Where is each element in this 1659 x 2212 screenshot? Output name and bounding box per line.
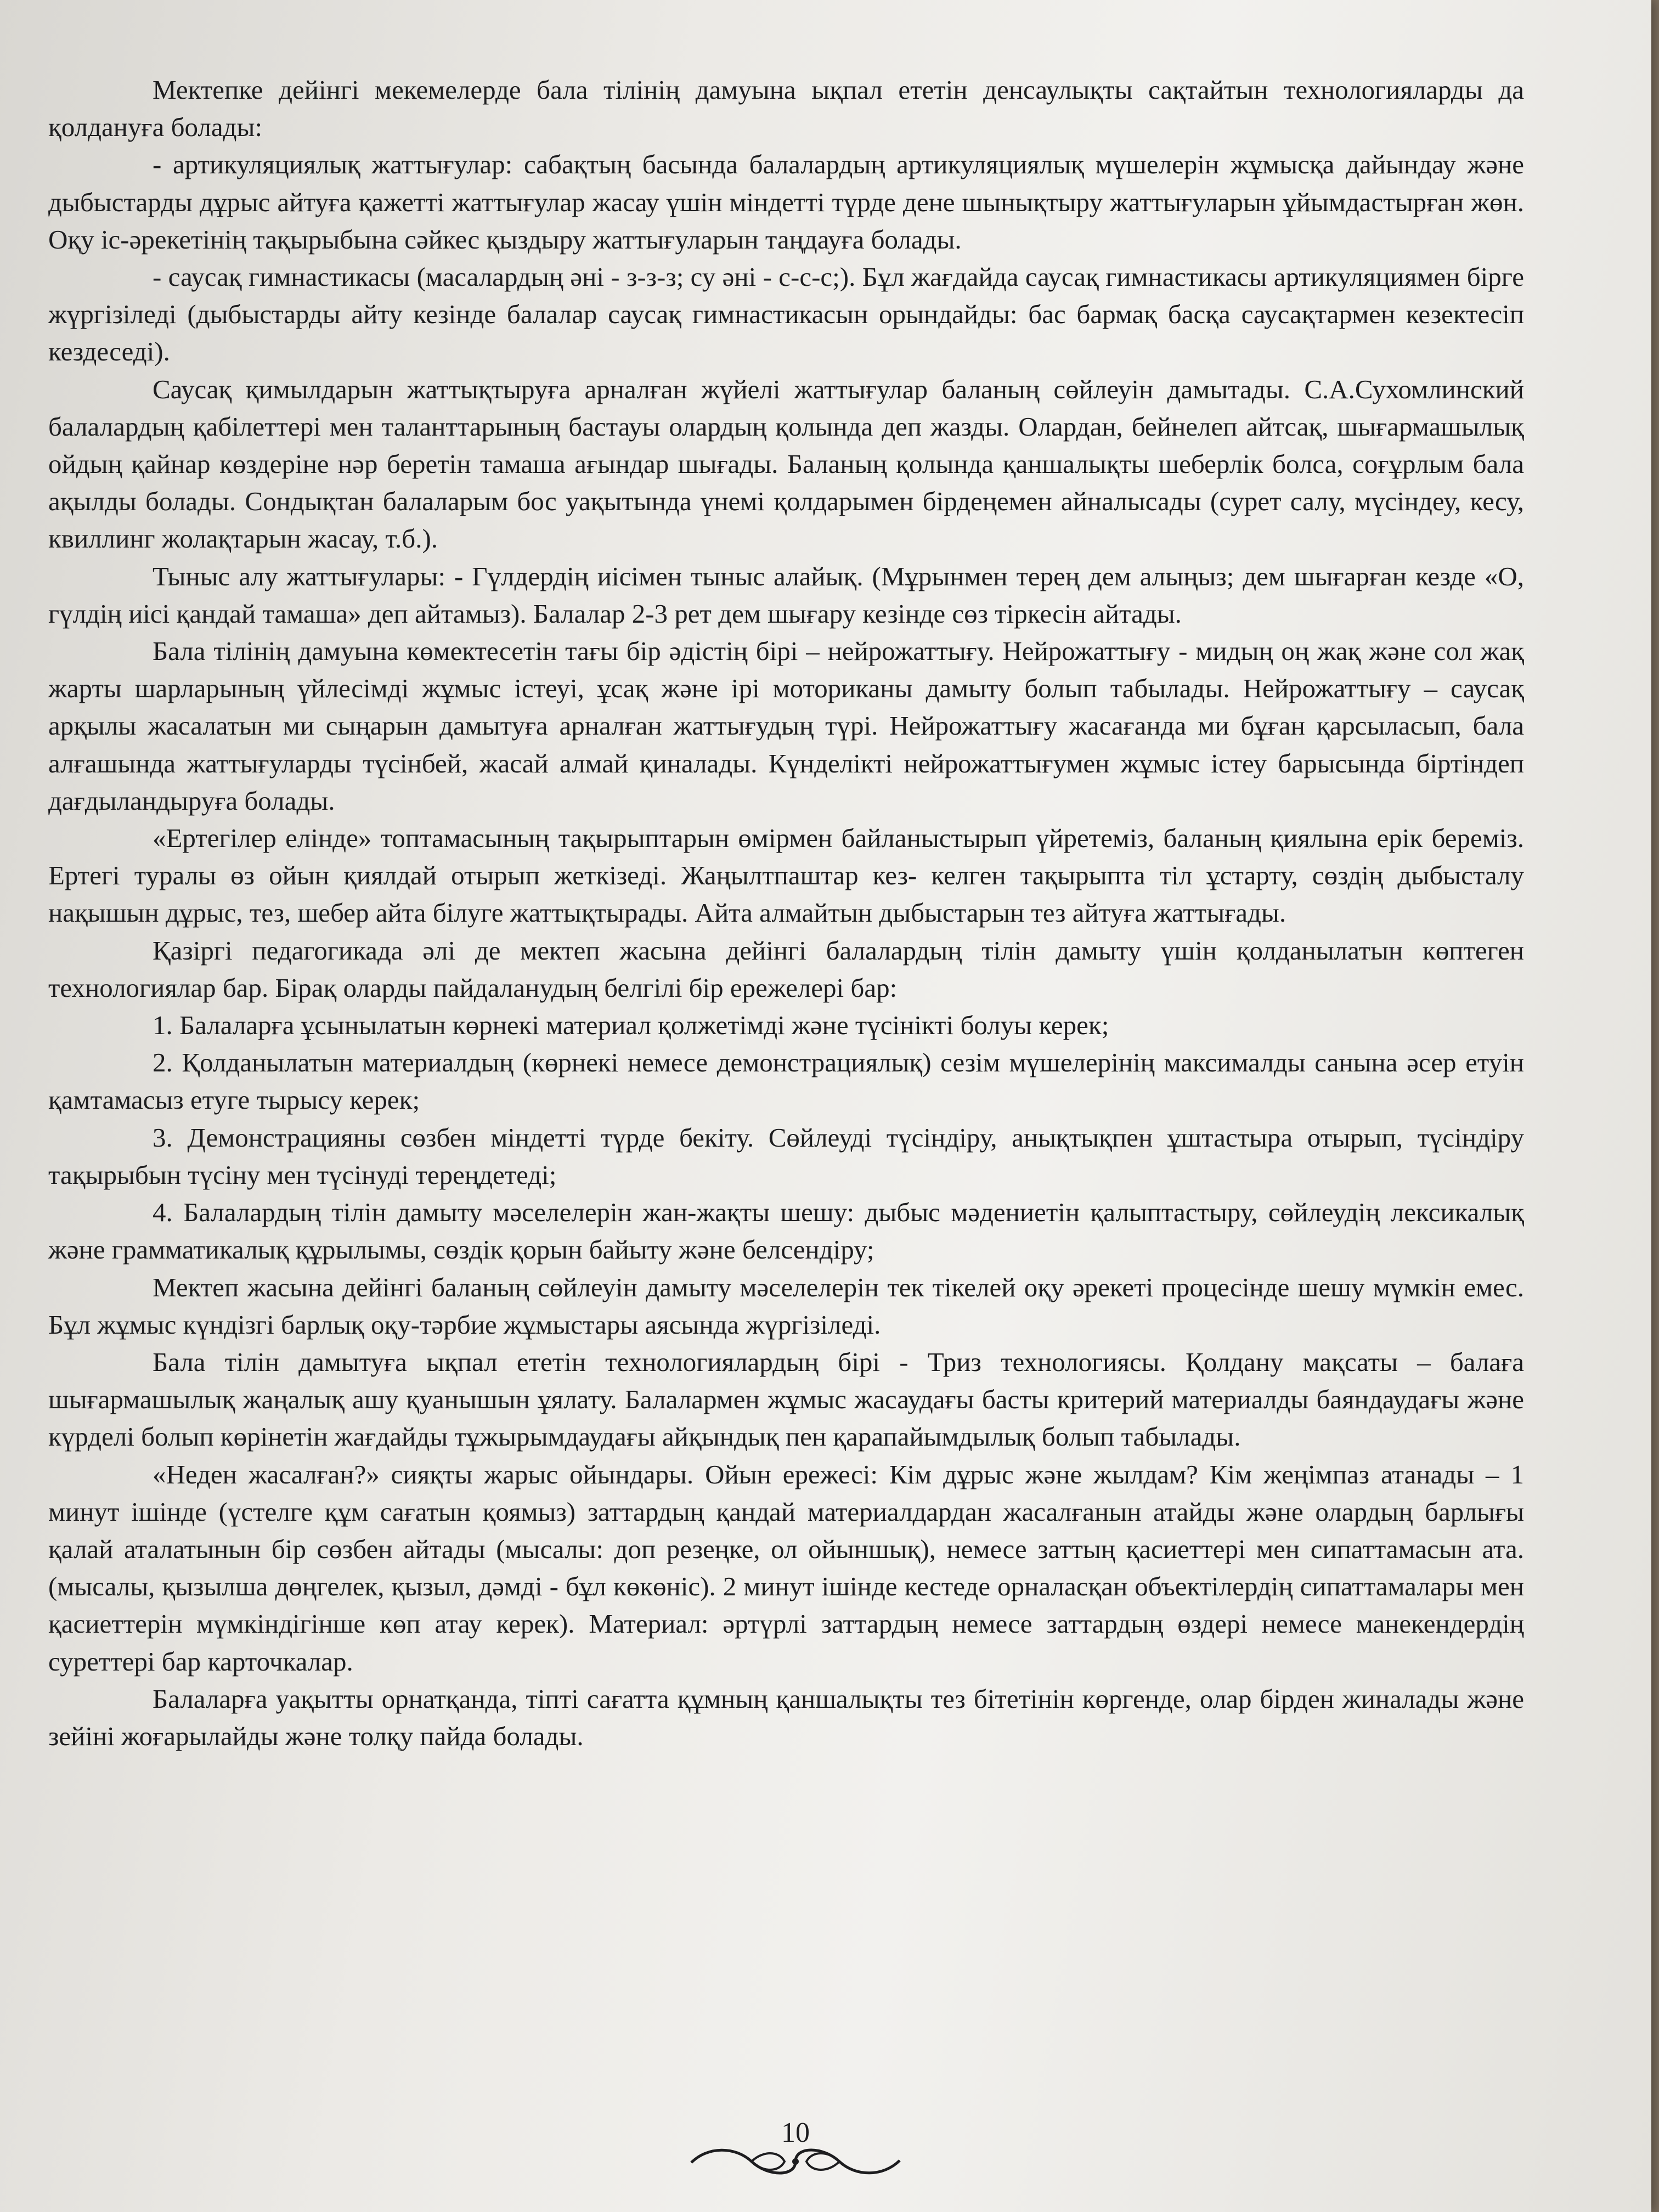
paragraph: Бала тілін дамытуға ықпал ететін технологиялардың бірі - Триз технологиясы. Қолдану мақсаты – балаға шығармашылық жаңалық ашу қуанышын ұялату. Балалармен жұмыс жасаудағы басты критерий материалды баяндаудағы және күрделі болып көрінетін жағдайды тұжырымдаудағы айқындық пен қарапайымдылық болып табылады. bbox=[48, 1346, 1524, 1452]
page-footer bbox=[680, 2117, 911, 2182]
paragraph: «Неден жасалған?» сияқты жарыс ойындары. Ойын ережесі: Кім дұрыс және жылдам? Кім жеңімпаз атанады – 1 минут ішінде (үстелге құм сағатын қоямыз) заттардың қандай материалдардан жасалғанын атайды және олардың барлығы қалай аталатынын бір сөзбен айтады (мысалы: доп резеңке, ол ойыншық), немесе заттың қасиеттері мен сипаттамасын ата. (мысалы, қызылша дөңгелек, қызыл, дәмді - бұл көкөніс). 2 минут ішінде кестеде орналасқан объектілердің сипаттамалары мен қасиеттерін мүмкіндігінше көп атау керек). Материал: әртүрлі заттардың немесе заттардың өздері немесе манекендердің суреттері бар карточкалар. bbox=[48, 1459, 1524, 1677]
paragraph: Саусақ қимылдарын жаттықтыруға арналған жүйелі жаттығулар баланың сөйлеуін дамытады. С.А.Сухомлинский балалардың қабілеттері мен таланттарының бастауы олардың қолында деп жазды. Олардан, бейнелеп айтсақ, шығармашылық ойдың қайнар көздеріне нәр беретін тамаша ағындар шығады. Баланың қолында қаншалықты шеберлік болса, соғұрлым бала ақылды болады. Сондықтан балаларым бос уақытында үнемі қолдарымен бірдеңемен айналысады (сурет салу, мүсіндеу, кесу, квиллинг жолақтарын жасау, т.б.). bbox=[48, 374, 1524, 554]
list-item: - саусақ гимнастикасы (масалардың әні - з-з-з; су әні - с-с-с;). Бұл жағдайда саусақ гимнастикасы артикуляциямен бірге жүргізіледі (дыбыстарды айту кезінде балалар саусақ гимнастикасын орындайды: бас бармақ басқа саусақтармен кезектесіп кездеседі). bbox=[48, 262, 1524, 367]
paragraph: «Ертегілер елінде» топтамасының тақырыптарын өмірмен байланыстырып үйретеміз, баланың қиялына ерік береміз. Ертегі туралы өз ойын қиялдай отырып жеткізеді. Жаңылтпаштар кез- келген тақырыпта тіл ұстарту, сөздің дыбысталу нақышын дұрыс, тез, шебер айта білуге жаттықтырады. Айта алмайтын дыбыстарын тез айтуға жаттығады. bbox=[48, 823, 1524, 928]
page-number: 10 bbox=[781, 2117, 810, 2148]
page-body bbox=[48, 71, 1524, 1755]
list-item: 1. Балаларға ұсынылатын көрнекі материал қолжетімді және түсінікті болуы керек; bbox=[153, 1010, 1109, 1041]
paragraph: Балаларға уақытты орнатқанда, тіпті сағатта құмның қаншалықты тез бітетінін көргенде, олар бірден жиналады және зейіні жоғарылайды және толқу пайда болады. bbox=[48, 1683, 1524, 1751]
paragraph: Мектеп жасына дейінгі баланың сөйлеуін дамыту мәселелерін тек тікелей оқу әрекеті процесінде шешу мүмкін емес. Бұл жұмыс күндізгі барлық оқу-тәрбие жұмыстары аясында жүргізіледі. bbox=[48, 1272, 1524, 1340]
paragraph: Мектепке дейінгі мекемелерде бала тілінің дамуына ықпал ететін денсаулықты сақтайтын технологияларды да қолдануға болады: bbox=[48, 75, 1524, 143]
flourish-ornament-icon bbox=[686, 2145, 905, 2178]
list-item: - артикуляциялық жаттығулар: сабақтың басында балалардың артикуляциялық мүшелерін жұмысқа дайындау және дыбыстарды дұрыс айтуға қажетті жаттығулар жасау үшін міндетті түрде дене шынықтыру жаттығуларын ұйымдастырған жөн. Оқу іс-әрекетінің тақырыбына сәйкес қыздыру жаттығуларын таңдауға болады. bbox=[48, 149, 1524, 255]
paragraph: Қазіргі педагогикада әлі де мектеп жасына дейінгі балалардың тілін дамыту үшін қолданылатын көптеген технологиялар бар. Бірақ оларды пайдаланудың белгілі бір ережелері бар: bbox=[48, 935, 1524, 1003]
list-item: 3. Демонстрацияны сөзбен міндетті түрде бекіту. Сөйлеуді түсіндіру, анықтықпен ұштастыра отырып, түсіндіру тақырыбын түсіну мен түсінуді тереңдетеді; bbox=[48, 1122, 1524, 1190]
paragraph: Тыныс алу жаттығулары: - Гүлдердің иісімен тыныс алайық. (Мұрынмен терең дем алыңыз; дем шығарған кезде «О, гүлдің иісі қандай тамаша» деп айтамыз). Балалар 2-3 рет дем шығару кезінде сөз тіркесін айтады. bbox=[48, 561, 1524, 629]
list-item: 4. Балалардың тілін дамыту мәселелерін жан-жақты шешу: дыбыс мәдениетін қалыптастыру, сөйлеудің лексикалық және грамматикалық құрылымы, сөздік қорын байыту және белсендіру; bbox=[48, 1197, 1524, 1265]
paragraph: Бала тілінің дамуына көмектесетін тағы бір әдістің бірі – нейрожаттығу. Нейрожаттығу - мидың оң жақ және сол жақ жарты шарларының үйлесімді жұмыс істеуі, ұсақ және ірі моториканы дамыту болып табылады. Нейрожаттығу – саусақ арқылы жасалатын ми сыңарын дамытуға арналған жаттығудың түрі. Нейрожаттығу жасағанда ми бұған қарсыласып, бала алғашында жаттығуларды түсінбей, жасай алмай қиналады. Күнделікті нейрожаттығумен жұмыс істеу барысында біртіндеп дағдыландыруға болады. bbox=[48, 636, 1524, 816]
list-item: 2. Қолданылатын материалдың (көрнекі немесе демонстрациялық) сезім мүшелерінің максималды санына әсер етуін қамтамасыз етуге тырысу керек; bbox=[48, 1047, 1524, 1115]
